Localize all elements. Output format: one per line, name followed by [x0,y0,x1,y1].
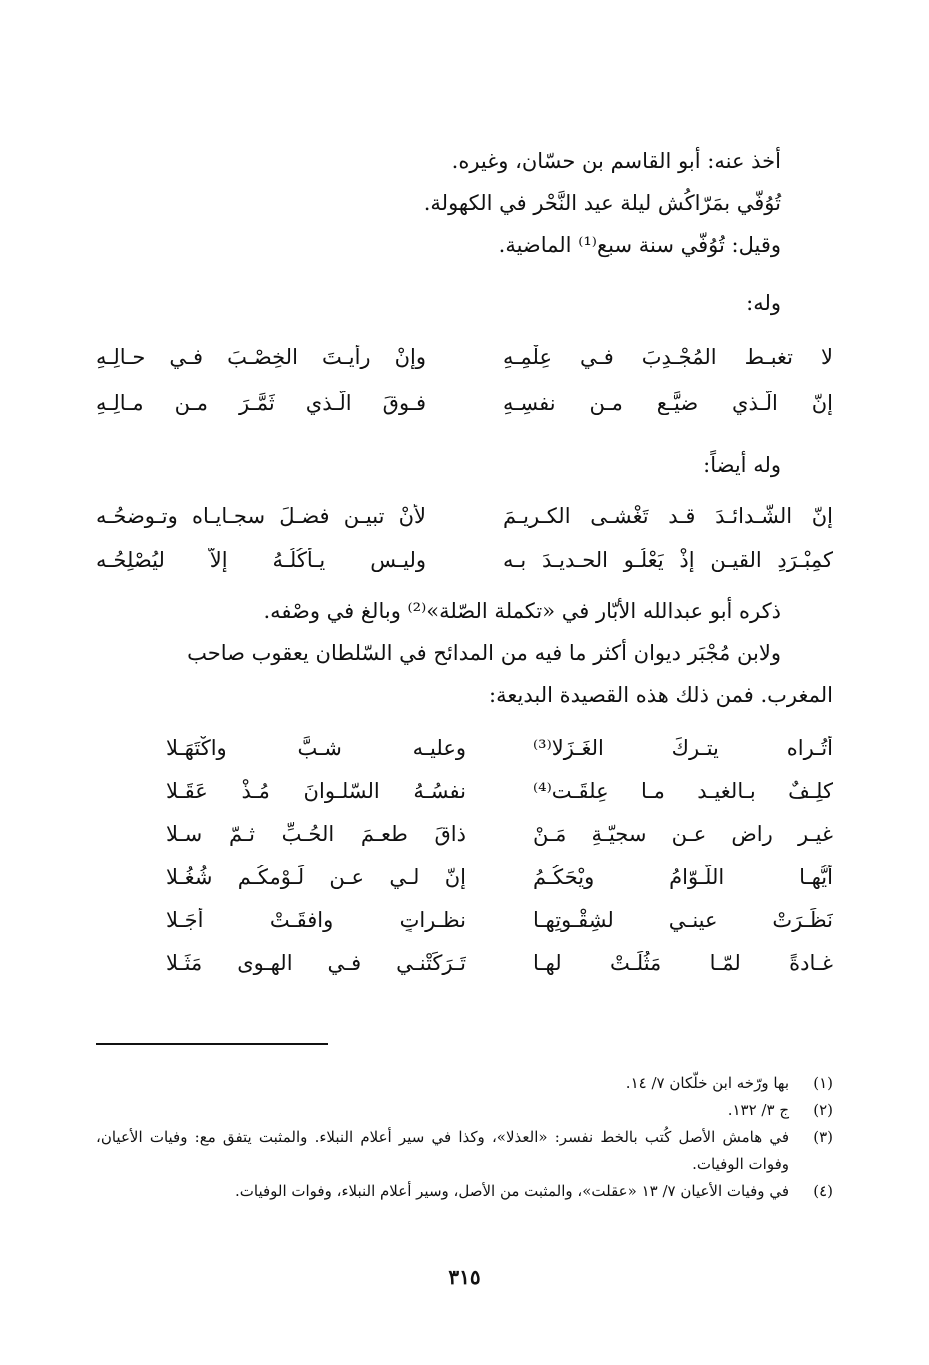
verse-second-hemistich: تَـرَكَتْنـي فـي الهـوى مَثَـلا [166,950,466,975]
verse-second-hemistich: نظـراتٍ وافقَـتْ أجَـلا [166,907,466,932]
verse-line [96,494,833,538]
footnote-number: (٤) [813,1182,833,1200]
footnote-divider [96,1043,328,1045]
verse-first-hemistich: غـادةً لمّـا مَثُلَـتْ لهـا [533,950,833,975]
verse-line [96,538,833,582]
poem-block [96,334,833,426]
prose-line: ذكره أبو عبدالله الأبّار في «تكملة الصّلة»⁽²⁾ وبالغ في وصْفه. [263,599,781,623]
verse-second-hemistich: نفسُـهُ السّلـوانَ مُـذْ عَقَـلا [166,778,466,803]
footnote-number: (٣) [813,1128,833,1146]
verse-second-hemistich: وعليـه شـبَّ واكْتَهَـلا [166,735,466,760]
poem-intro-text: وله: [746,291,781,315]
page-number: ٣١٥ [448,1265,481,1289]
footnote [96,1124,833,1178]
verse-first-hemistich: لا تغبـط المُجْـدِبَ فـي عِلْمِـهِ [503,345,833,369]
verse-second-hemistich: وليـس يـأكُلُـهُ إلاّ ليُصْلِحُـه [96,548,426,572]
verse-line [96,855,833,898]
biography-paragraph [96,140,833,266]
prose-line: تُوُفّي بمَرّاكُش ليلة عيد النَّحْر في الكهولة. [423,191,781,215]
verse-line [96,941,833,984]
verse-line [96,769,833,812]
footnote-number: (٢) [813,1101,833,1119]
poem-block [96,726,833,984]
verse-second-hemistich: إنّ لـي عـن لَـوْمكُـم شُغُـلا [166,864,466,889]
verse-first-hemistich: كمِبْـرَدِ القيـن إذْ يَعْلُـو الحـديـدَ بـه [503,548,833,572]
verse-first-hemistich: إنّ الشّـدائـدَ قـد تَغْشـى الكـريـمَ [503,504,833,528]
verse-line [96,726,833,769]
verse-first-hemistich: إنّ الّـذي ضيَّـع مـن نفسِـهِ [503,391,833,415]
prose-line: المغرب. فمن ذلك هذه القصيدة البديعة: [489,683,833,707]
footnote [96,1178,833,1205]
poem-block [96,494,833,582]
poem-intro [96,444,833,486]
verse-second-hemistich: لأنْ تبيـن فضـلَ سجـايـاه وتـوضحُـه [96,504,426,528]
verse-first-hemistich: غيـر راضٍ عـن سجيّـةِ مَـنْ [533,821,833,846]
footnotes [96,1070,833,1205]
footnote [96,1070,833,1097]
footnote-text: في وفيات الأعيان ٧/ ١٣ «عقلت»، والمثبت من الأصل، وسير أعلام النبلاء، وفوات الوفيات. [234,1182,789,1200]
verse-line [96,812,833,855]
footnote [96,1097,833,1124]
footnote-text: ج ٣/ ١٣٢. [727,1101,789,1119]
poem-intro-text: وله أيضاً: [703,453,781,477]
footnote-text: بها ورّخه ابن خلّكان ٧/ ١٤. [625,1074,789,1092]
verse-first-hemistich: كلِـفٌ بـالغيـد مـا عِلقَـت⁽⁴⁾ [533,778,833,803]
prose-line: أخذ عنه: أبو القاسم بن حسّان، وغيره. [451,149,781,173]
verse-first-hemistich: أتُـراه يتـركَ الغَـزَلا⁽³⁾ [533,735,833,760]
prose-line: وقيل: تُوُفّي سنة سبع⁽¹⁾ الماضية. [498,233,781,257]
footnote-number: (١) [813,1074,833,1092]
verse-second-hemistich: وإنْ رأيـتَ الخِصْـبَ فـي حـالِـهِ [96,345,426,369]
verse-line [96,334,833,380]
poem-intro [96,282,833,324]
footnote-text: في هامش الأصل كُتب بالخط نفسر: «العذلا»، وكذا في سير أعلام النبلاء. والمثبت يتفق مع: وفيات الأعيان، وفوات الوفيات. [96,1128,789,1173]
verse-line [96,898,833,941]
verse-first-hemistich: أيُّهـا اللُّـوّامُ ويْحَكُـمُ [533,864,833,889]
commentary-paragraph [96,590,833,716]
verse-line [96,380,833,426]
prose-line: ولابن مُجْبَر ديوان أكثر ما فيه من المدائح في السّلطان يعقوب صاحب [187,641,781,665]
verse-second-hemistich: ذاقَ طعـمَ الحُـبِّ ثـمّ سـلا [166,821,466,846]
verse-second-hemistich: فـوقَ الّـذي ثَمَّـرَ مـن مـالِـهِ [96,391,426,415]
verse-first-hemistich: نَظَـرَتْ عينـي لشِقْـوتِهـا [533,907,833,932]
